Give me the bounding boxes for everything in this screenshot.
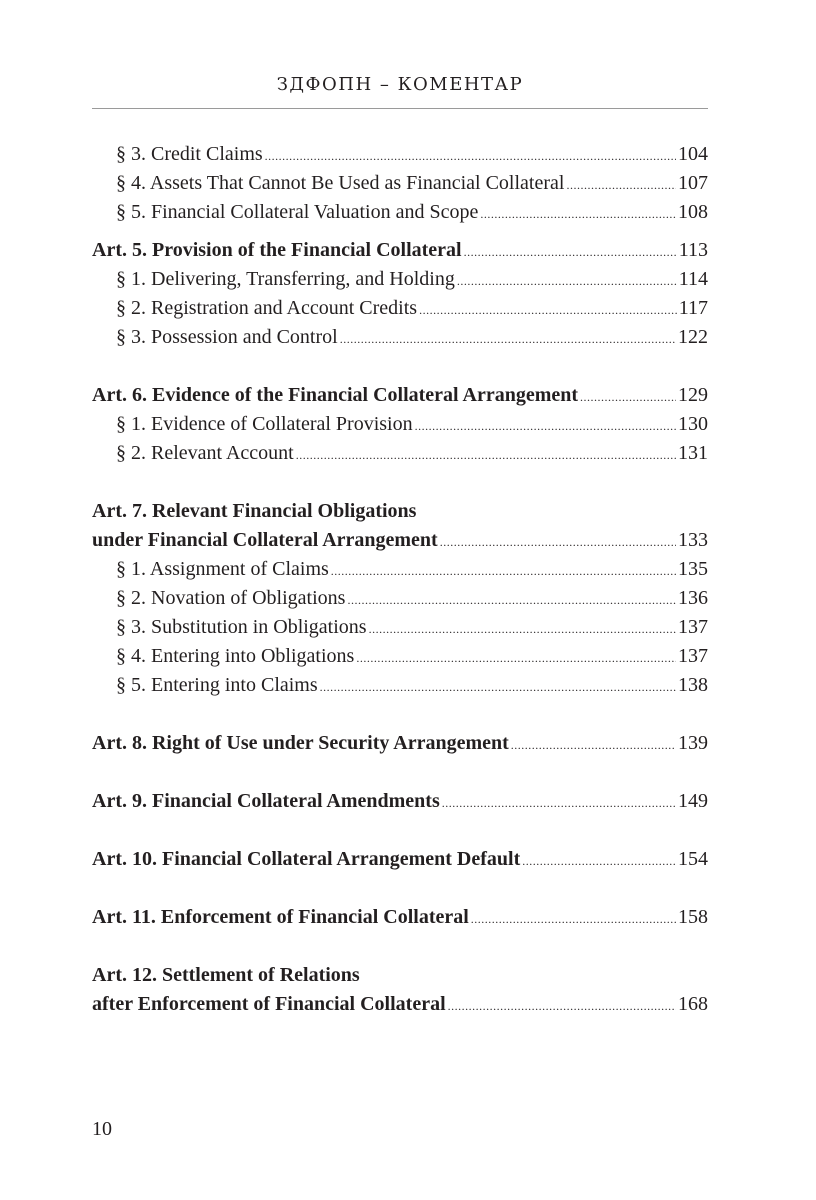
toc-entry[interactable] (92, 198, 708, 227)
leader-dots (265, 142, 676, 171)
toc-entry-page: 158 (678, 906, 708, 928)
toc-entry-page: 139 (678, 732, 708, 754)
leader-dots (340, 325, 676, 354)
toc-entry-title: § 1. Delivering, Transferring, and Holding (116, 268, 455, 290)
leader-dots (419, 296, 677, 325)
toc-entry-page: 107 (678, 172, 708, 194)
toc-entry[interactable] (92, 140, 708, 169)
toc-entry-title: Art. 11. Enforcement of Financial Collateral (92, 906, 469, 928)
toc-entry-title: Art. 9. Financial Collateral Amendments (92, 790, 440, 812)
toc-article-12-line1[interactable]: Art. 12. Settlement of Relations (92, 964, 360, 986)
toc-entry-title: § 1. Assignment of Claims (116, 558, 329, 580)
toc-entry-page: 122 (678, 326, 708, 348)
page-number: 10 (92, 1118, 112, 1140)
leader-dots (442, 789, 676, 818)
toc-entry-page: 138 (678, 674, 708, 696)
leader-dots (471, 905, 676, 934)
table-of-contents (92, 140, 708, 1019)
toc-article-8[interactable] (92, 729, 708, 758)
toc-entry-title: § 2. Relevant Account (116, 442, 294, 464)
leader-dots (480, 200, 676, 229)
toc-article-7[interactable] (92, 526, 708, 555)
running-head: ЗДФОПН – КОМЕНТАР (276, 74, 524, 95)
leader-dots (369, 615, 676, 644)
toc-entry-page: 154 (678, 848, 708, 870)
toc-entry-title: § 2. Novation of Obligations (116, 587, 346, 609)
toc-entry[interactable] (92, 294, 708, 323)
header-rule (92, 108, 708, 109)
leader-dots (347, 586, 676, 615)
toc-entry-title: § 4. Assets That Cannot Be Used as Financial Collateral (116, 172, 565, 194)
leader-dots (566, 171, 676, 200)
toc-entry-page: 137 (678, 645, 708, 667)
toc-article-9[interactable] (92, 787, 708, 816)
leader-dots (356, 644, 676, 673)
toc-entry[interactable] (92, 323, 708, 352)
toc-article-5[interactable] (92, 236, 708, 265)
toc-entry-title: Art. 6. Evidence of the Financial Collateral Arrangement (92, 384, 579, 406)
toc-article-6[interactable] (92, 381, 708, 410)
leader-dots (511, 731, 676, 760)
toc-entry-title: § 3. Possession and Control (116, 326, 338, 348)
toc-entry-title: § 4. Entering into Obligations (116, 645, 355, 667)
toc-entry-title: after Enforcement of Financial Collateral (92, 993, 446, 1015)
toc-entry-page: 168 (678, 993, 708, 1015)
leader-dots (464, 238, 677, 267)
leader-dots (320, 673, 676, 702)
toc-article-10[interactable] (92, 845, 708, 874)
toc-entry[interactable] (92, 642, 708, 671)
toc-entry[interactable] (92, 555, 708, 584)
leader-dots (580, 383, 676, 412)
toc-entry-page: 104 (678, 143, 708, 165)
toc-entry-title: Art. 10. Financial Collateral Arrangement Default (92, 848, 521, 870)
toc-entry-page: 129 (678, 384, 708, 406)
toc-entry[interactable] (92, 613, 708, 642)
toc-entry[interactable] (92, 265, 708, 294)
toc-entry-title: Art. 8. Right of Use under Security Arrangement (92, 732, 509, 754)
toc-article-12[interactable] (92, 990, 708, 1019)
leader-dots (522, 847, 676, 876)
toc-entry-title: § 3. Substitution in Obligations (116, 616, 367, 638)
toc-entry-title: Art. 5. Provision of the Financial Collateral (92, 239, 462, 261)
leader-dots (415, 412, 676, 441)
toc-article-11[interactable] (92, 903, 708, 932)
toc-entry-page: 149 (678, 790, 708, 812)
toc-entry-page: 136 (678, 587, 708, 609)
toc-entry-page: 130 (678, 413, 708, 435)
toc-entry-title: § 5. Entering into Claims (116, 674, 318, 696)
leader-dots (331, 557, 676, 586)
leader-dots (448, 992, 676, 1021)
toc-entry-title: § 1. Evidence of Collateral Provision (116, 413, 413, 435)
toc-entry[interactable] (92, 584, 708, 613)
toc-article-7-line1[interactable]: Art. 7. Relevant Financial Obligations (92, 500, 417, 522)
toc-entry[interactable] (92, 410, 708, 439)
leader-dots (457, 267, 677, 296)
toc-entry-page: 131 (678, 442, 708, 464)
leader-dots (296, 441, 676, 470)
toc-entry[interactable] (92, 439, 708, 468)
leader-dots (440, 528, 676, 557)
toc-entry[interactable] (92, 671, 708, 700)
toc-entry-page: 135 (678, 558, 708, 580)
toc-entry-title: § 2. Registration and Account Credits (116, 297, 418, 319)
toc-entry-page: 117 (678, 297, 708, 319)
toc-entry-page: 113 (678, 239, 708, 261)
toc-entry-page: 108 (678, 201, 708, 223)
toc-entry-title: § 3. Credit Claims (116, 143, 263, 165)
toc-entry-page: 114 (678, 268, 708, 290)
toc-entry[interactable] (92, 169, 708, 198)
toc-entry-title: under Financial Collateral Arrangement (92, 529, 438, 551)
toc-entry-page: 137 (678, 616, 708, 638)
toc-entry-page: 133 (678, 529, 708, 551)
toc-entry-title: § 5. Financial Collateral Valuation and Scope (116, 201, 479, 223)
